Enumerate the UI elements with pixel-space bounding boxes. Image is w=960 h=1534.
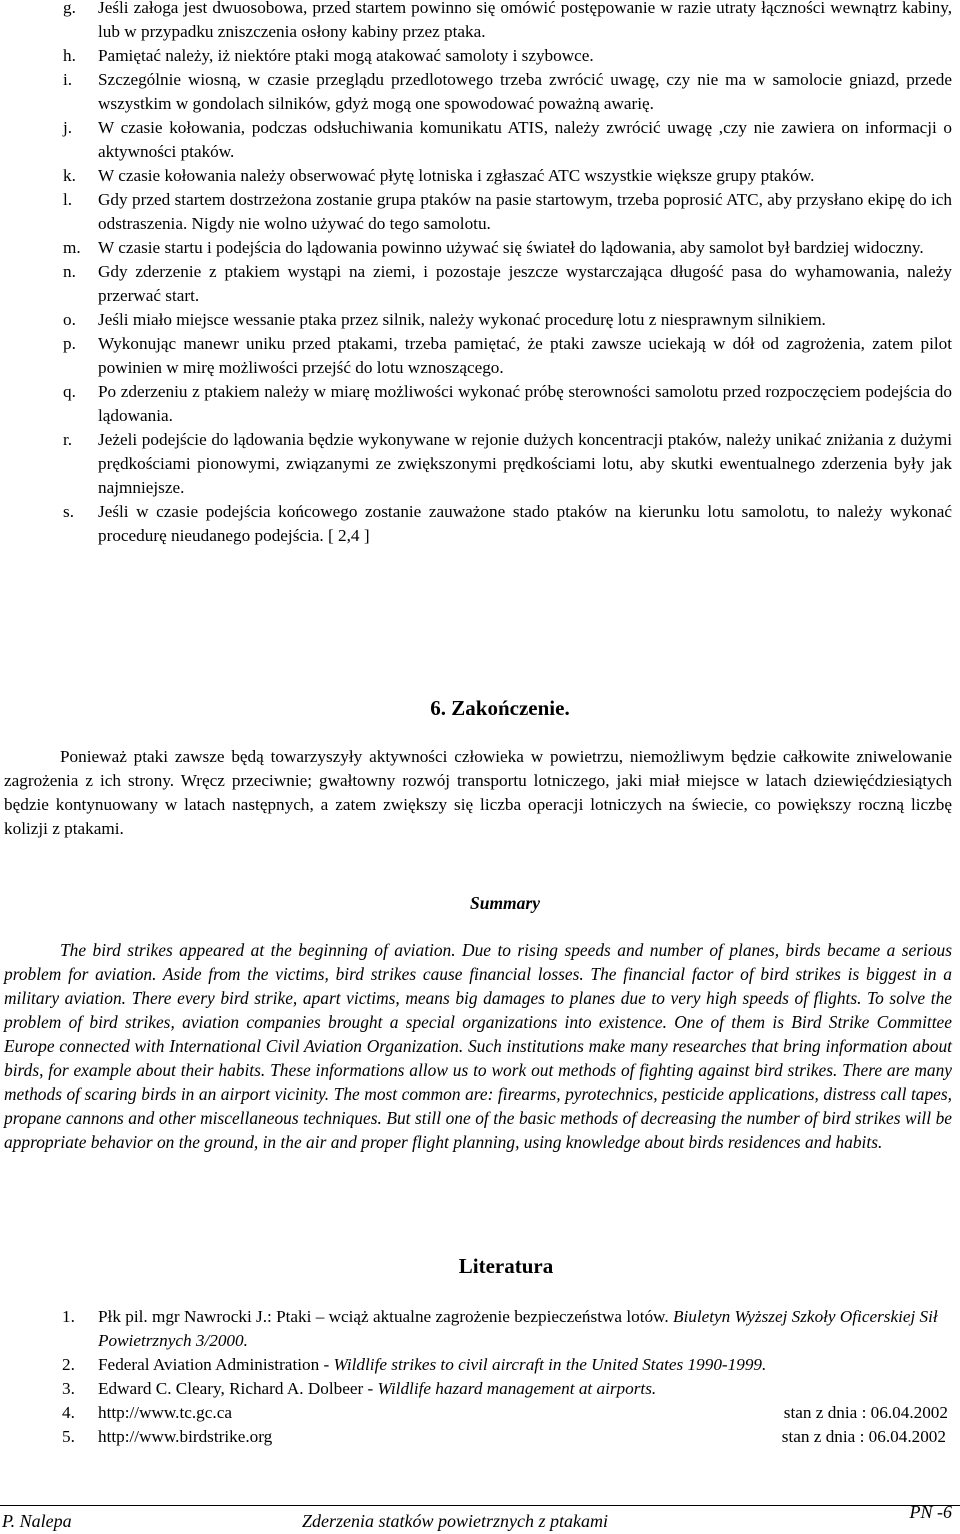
list-item (0, 116, 960, 164)
list-item (0, 164, 960, 188)
list-item-text: Jeżeli podejście do lądowania będzie wykonywane w rejonie dużych koncentracji ptaków, należy unikać zniżania z dużymi prędkościami pionowymi, związanymi ze zwiększonymi prędkościami lotu, aby skutki ewentualnego zderzenia były jak najmniejsze. (98, 430, 952, 497)
list-item (0, 188, 960, 236)
list-item-text: Pamiętać należy, iż niektóre ptaki mogą atakować samoloty i szybowce. (98, 46, 594, 65)
list-item (0, 500, 960, 548)
list-marker: o. (63, 310, 76, 329)
list-item (0, 380, 960, 428)
list-item (0, 308, 960, 332)
list-item (0, 428, 960, 500)
reference-marker: 5. (62, 1427, 75, 1446)
list-item-text: Gdy zderzenie z ptakiem wystąpi na ziemi, i pozostaje jeszcze wystarczająca długość pasa do wyhamowania, należy przerwać start. (98, 262, 952, 305)
page-footer (0, 1498, 960, 1534)
reference-item (0, 1401, 960, 1425)
reference-date: stan z dnia : 06.04.2002 (783, 1403, 948, 1422)
list-item-text: Szczególnie wiosną, w czasie przeglądu przedlotowego trzeba zwrócić uwagę, czy nie ma w samolocie gniazd, przede wszystkim w gondolach silników, gdyż mogą one spowodować poważną awarię. (98, 70, 952, 113)
reference-work: Biuletyn Wyższej Szkoły Oficerskiej Sił Powietrznych 3/2000. (98, 1307, 938, 1350)
reference-marker: 4. (62, 1403, 75, 1422)
list-marker: p. (63, 334, 76, 353)
reference-work: Wildlife hazard management at airports. (377, 1379, 657, 1398)
list-item-text: Jeśli załoga jest dwuosobowa, przed startem powinno się omówić postępowanie w razie utraty łączności wewnątrz kabiny, lub w przypadku zniszczenia osłony kabiny przez ptaka. (98, 0, 952, 41)
list-marker: j. (63, 118, 73, 137)
reference-author: Edward C. Cleary, Richard A. Dolbeer - (98, 1379, 374, 1398)
reference-item (0, 1353, 960, 1377)
reference-item (0, 1377, 960, 1401)
list-marker: i. (63, 70, 73, 89)
summary-heading: Summary (469, 893, 541, 913)
reference-work: Wildlife strikes to civil aircraft in the United States 1990-1999. (333, 1355, 767, 1374)
reference-date: stan z dnia : 06.04.2002 (781, 1427, 946, 1446)
reference-author: Płk pil. mgr Nawrocki J.: Ptaki – wciąż aktualne zagrożenie bezpieczeństwa lotów. (98, 1307, 669, 1326)
list-marker: g. (63, 0, 76, 17)
list-marker: h. (63, 46, 76, 65)
reference-item (0, 1425, 960, 1449)
list-item-text: Wykonując manewr uniku przed ptakami, trzeba pamiętać, że ptaki zawsze uciekają w dół od zagrożenia, zatem pilot powinien w mirę możliwości przejść do lotu wznoszącego. (98, 334, 952, 377)
list-item-text: Po zderzeniu z ptakiem należy w miarę możliwości wykonać próbę sterowności samolotu przed rozpoczęciem podejścia do lądowania. (98, 382, 952, 425)
list-marker: s. (63, 502, 74, 521)
list-marker: q. (63, 382, 76, 401)
list-item (0, 68, 960, 116)
list-item (0, 332, 960, 380)
reference-url: http://www.birdstrike.org (98, 1427, 273, 1446)
list-item-text: W czasie kołowania, podczas odsłuchiwania komunikatu ATIS, należy zwrócić uwagę ,czy nie zawiera on informacji o aktywności ptaków. (98, 118, 952, 161)
recommendations-list (0, 0, 960, 548)
footer-rule (0, 1505, 960, 1506)
page-number: PN -6 (909, 1502, 952, 1522)
list-item (0, 44, 960, 68)
list-marker: l. (63, 190, 73, 209)
reference-marker: 3. (62, 1379, 75, 1398)
list-item-text: W czasie startu i podejścia do lądowania powinno używać się świateł do lądowania, aby samolot był bardziej widoczny. (98, 238, 924, 257)
reference-item (0, 1305, 960, 1353)
list-item (0, 236, 960, 260)
list-marker: k. (63, 166, 76, 185)
list-item-text: Jeśli miało miejsce wessanie ptaka przez silnik, należy wykonać procedurę lotu z niesprawnym silnikiem. (98, 310, 826, 329)
reference-marker: 2. (62, 1355, 75, 1374)
conclusion-heading: 6. Zakończenie. (430, 696, 570, 720)
footer-author: P. Nalepa (2, 1511, 72, 1531)
reference-author: Federal Aviation Administration - (98, 1355, 330, 1374)
list-item (0, 0, 960, 44)
conclusion-paragraph: Ponieważ ptaki zawsze będą towarzyszyły aktywności człowieka w powietrzu, niemożliwym będzie całkowite zniwelowanie zagrożenia z ich strony. Wręcz przeciwnie; gwałtowny rozwój transportu lotniczego, jaki miał miejsce w latach dziewięćdziesiątych będzie kontynuowany w latach następnych, a zatem zwiększy się liczba operacji lotniczych na świecie, co powiększy roczną liczbę kolizji z ptakami. (4, 747, 952, 838)
list-marker: m. (63, 238, 81, 257)
list-item-text: W czasie kołowania należy obserwować płytę lotniska i zgłaszać ATC wszystkie większe grupy ptaków. (98, 166, 815, 185)
footer-title: Zderzenia statków powietrznych z ptakami (302, 1511, 608, 1531)
reference-url: http://www.tc.gc.ca (98, 1403, 232, 1422)
list-item (0, 260, 960, 308)
literature-heading: Literatura (458, 1254, 554, 1278)
references-list (0, 1305, 960, 1449)
list-marker: r. (63, 430, 73, 449)
list-marker: n. (63, 262, 76, 281)
summary-paragraph: The bird strikes appeared at the beginning of aviation. Due to rising speeds and number of planes, birds became a serious problem for aviation. Aside from the victims, bird strikes cause financial losses. The financial factor of bird strikes is biggest in a military aviation. There every bird strike, apart victims, means big damages to planes due to very high speeds of flights. To solve the problem of bird strikes, aviation companies brought a special organizations into existence. One of them is Bird Strike Committee Europe connected with International Civil Aviation Organization. Such institutions make many researches that bring information about birds, for example about their habits. These informations allow us to work out methods of fighting against bird strikes. There are many methods of scaring birds in an airport vicinity. The most common are: firearms, pyrotechnics, pesticide applications, distress call tapes, propane cannons and other miscellaneous techniques. But still one of the basic methods of decreasing the number of bird strikes will be appropriate behavior on the ground, in the air and proper flight planning, using knowledge about birds residences and habits. (4, 940, 952, 1152)
list-item-text: Gdy przed startem dostrzeżona zostanie grupa ptaków na pasie startowym, trzeba poprosić ATC, aby przysłano ekipę do ich odstraszenia. Nigdy nie wolno używać do tego samolotu. (98, 190, 952, 233)
reference-marker: 1. (62, 1307, 75, 1326)
list-item-text: Jeśli w czasie podejścia końcowego zostanie zauważone stado ptaków na kierunku lotu samolotu, to należy wykonać procedurę nieudanego podejścia. [ 2,4 ] (98, 502, 952, 545)
